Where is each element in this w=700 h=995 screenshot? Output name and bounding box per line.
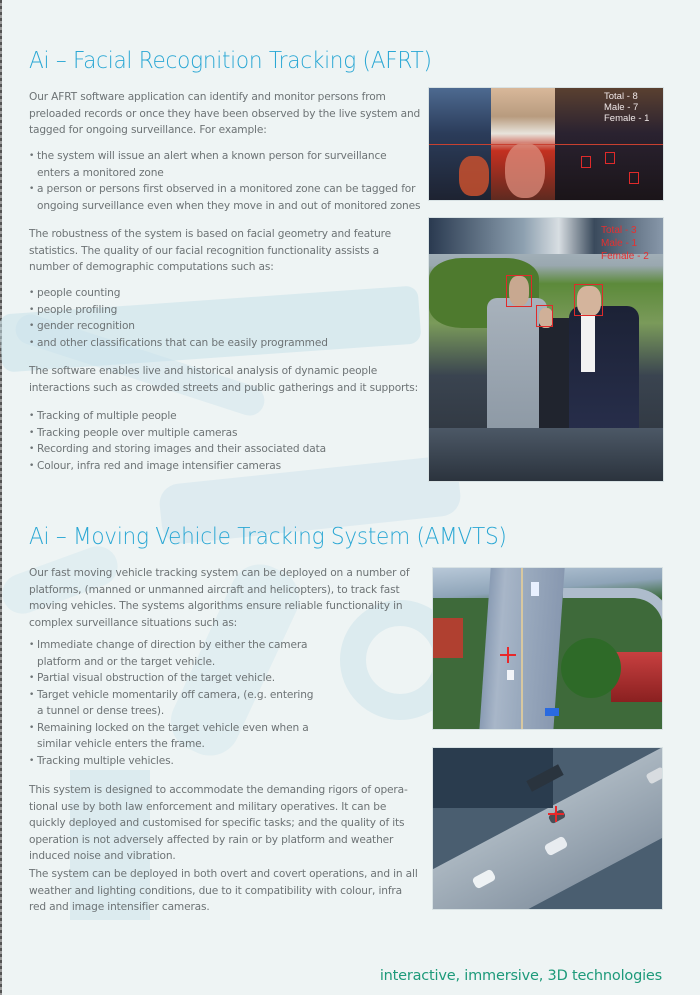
face-tracking-box	[574, 284, 603, 316]
text-line: red and image intensifier cameras.	[29, 901, 210, 913]
text-line: statistics. The quality of our facial recognition functionality assists a	[29, 244, 379, 257]
people-count-overlay: Total - 3 Male - 1 Female - 2	[601, 225, 649, 262]
page-edge	[0, 0, 2, 995]
road-sign	[545, 708, 559, 716]
amvts-title: Ai – Moving Vehicle Tracking System (AMVTS)	[29, 522, 507, 550]
afrt-analysis	[29, 363, 418, 396]
vehicle	[531, 582, 539, 596]
curved-ramp	[563, 588, 663, 628]
amvts-design	[29, 782, 408, 865]
blurred-face	[505, 143, 545, 198]
face-tracking-box	[605, 152, 615, 164]
target-crosshair-icon	[548, 806, 564, 822]
people-count-overlay: Total - 8 Male - 7 Female - 1	[604, 91, 650, 124]
text-line: weather and lighting conditions, due to it compatibility with colour, infra	[29, 884, 402, 897]
text-line: This system is designed to accommodate the demanding rigors of opera-	[29, 784, 408, 796]
afrt-examples-list	[29, 148, 420, 214]
amvts-aerial-highway-image	[432, 567, 663, 730]
amvts-deployment	[29, 866, 418, 916]
amvts-situations-list	[29, 637, 313, 769]
text-line: preloaded records or once they have been observed by the live system and	[29, 107, 421, 120]
list-item: • people counting	[29, 285, 328, 302]
list-item: • people profiling	[29, 302, 328, 319]
face-tracking-box	[629, 172, 639, 184]
list-item: • gender recognition	[29, 318, 328, 335]
text-line: The system can be deployed in both overt and covert operations, and in all	[29, 868, 418, 880]
text-line: Our AFRT software application can identify and monitor persons from	[29, 91, 386, 103]
text-line: tagged for ongoing surveillance. For example:	[29, 124, 267, 136]
face-tracking-box	[506, 275, 532, 307]
text-line: interactions such as crowded streets and public gatherings and it supports:	[29, 381, 419, 394]
list-item: • Immediate change of direction by either the camera platform and or the target vehicle.	[29, 637, 313, 670]
text-line: operation is not adversely affected by rain or by platform and weather	[29, 833, 394, 846]
list-item: • Colour, infra red and image intensifier cameras	[29, 458, 326, 475]
target-crosshair-icon	[500, 647, 516, 663]
list-item: • Remaining locked on the target vehicle even when a similar vehicle enters the frame.	[29, 720, 313, 753]
white-shirt	[581, 312, 595, 372]
median-line	[521, 568, 523, 730]
afrt-supports-list	[29, 408, 326, 474]
list-item: • Tracking of multiple people	[29, 408, 326, 425]
text-line: The software enables live and historical analysis of dynamic people	[29, 365, 378, 377]
vehicle	[507, 670, 514, 680]
list-item: • Partial visual obstruction of the target vehicle.	[29, 670, 313, 687]
afrt-robustness	[29, 226, 391, 276]
face-tracking-box	[536, 305, 553, 327]
footer-tagline: interactive, immersive, 3D technologies	[379, 968, 662, 984]
list-item: • a person or persons first observed in a monitored zone can be tagged for ongoing surveillance even when they move in and out of monitored zones	[29, 181, 420, 214]
text-line: quickly deployed and customised for specific tasks; and the quality of its	[29, 817, 405, 829]
amvts-highway-cars-image	[432, 747, 663, 910]
pagoda-left	[433, 618, 463, 658]
list-item: • Tracking multiple vehicles.	[29, 753, 313, 770]
text-line: platforms, (manned or unmanned aircraft and helicopters), to track fast	[29, 583, 400, 596]
list-item: • Target vehicle momentarily off camera, (e.g. entering a tunnel or dense trees).	[29, 687, 313, 720]
list-item: • Recording and storing images and their associated data	[29, 441, 326, 458]
list-item: • and other classifications that can be easily programmed	[29, 335, 328, 352]
amvts-intro	[29, 565, 409, 631]
text-line: induced noise and vibration.	[29, 850, 176, 862]
text-line: complex surveillance situations such as:	[29, 616, 238, 629]
text-line: moving vehicles. The systems algorithms ensure reliable functionality in	[29, 600, 403, 612]
afrt-cctv-image	[428, 87, 664, 201]
blurred-face	[459, 156, 489, 196]
face-tracking-box	[581, 156, 591, 168]
afrt-escalator-image	[428, 217, 664, 482]
text-line: Our fast moving vehicle tracking system can be deployed on a number of	[29, 567, 410, 579]
text-line: The robustness of the system is based on facial geometry and feature	[29, 228, 392, 240]
trees	[561, 638, 621, 698]
list-item: • the system will issue an alert when a known person for surveillance enters a monitored zone	[29, 148, 420, 181]
afrt-computations-list	[29, 285, 328, 351]
text-line: tional use by both law enforcement and military operatives. It can be	[29, 800, 387, 813]
escalator-steps	[429, 428, 664, 482]
text-line: number of demographic computations such as:	[29, 261, 274, 273]
afrt-intro	[29, 89, 420, 139]
scan-line	[429, 144, 664, 145]
afrt-title: Ai – Facial Recognition Tracking (AFRT)	[29, 46, 432, 74]
list-item: • Tracking people over multiple cameras	[29, 425, 326, 442]
